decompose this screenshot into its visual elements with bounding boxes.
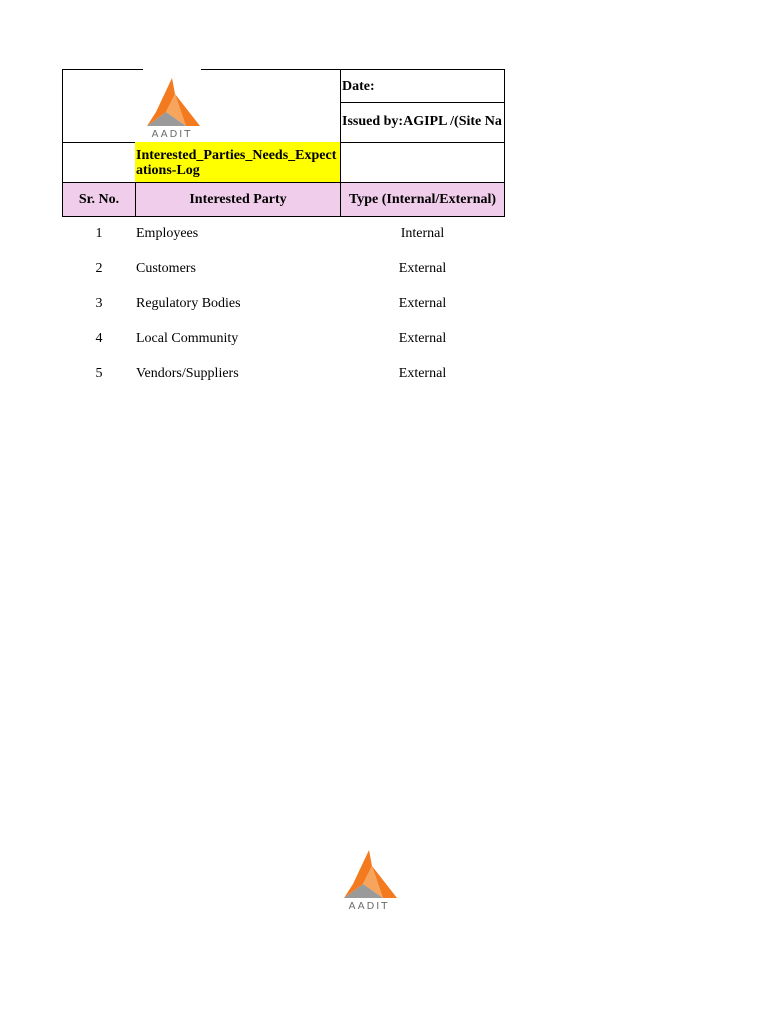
table-row — [62, 252, 505, 287]
document-title: Interested_Parties_Needs_Expectations-Log — [135, 142, 341, 183]
cell-type: Internal — [400, 226, 445, 241]
cell-interested-party: Employees — [136, 226, 199, 241]
footer-aadit-logo — [339, 848, 399, 912]
cell-sr-no: 5 — [95, 366, 103, 381]
logo-border-gap — [143, 67, 201, 71]
data-table-body — [62, 217, 505, 392]
cell-type: External — [398, 296, 447, 311]
cell-type: External — [398, 331, 447, 346]
column-header-interested-party: Interested Party — [135, 182, 341, 217]
cell-sr-no: 1 — [95, 226, 103, 241]
date-label: Date: — [340, 69, 505, 103]
aadit-logo — [142, 76, 202, 140]
column-header-sr-no: Sr. No. — [62, 182, 136, 217]
logo-cell-left — [62, 69, 135, 143]
table-row — [62, 287, 505, 322]
table-row — [62, 322, 505, 357]
cell-interested-party: Vendors/Suppliers — [136, 366, 239, 381]
logo-text: AADIT — [151, 129, 193, 140]
table-row — [62, 217, 505, 252]
document-header — [62, 69, 505, 217]
cell-sr-no: 2 — [95, 261, 103, 276]
cell-sr-no: 4 — [95, 331, 103, 346]
issued-by: Issued by:AGIPL /(Site Na — [340, 102, 505, 143]
cell-type: External — [398, 366, 447, 381]
cell-interested-party: Regulatory Bodies — [136, 296, 241, 311]
footer-logo-text: AADIT — [348, 901, 390, 912]
table-row — [62, 357, 505, 392]
cell-type: External — [398, 261, 447, 276]
blank-cell-right — [340, 142, 505, 183]
cell-interested-party: Local Community — [136, 331, 239, 346]
column-header-type: Type (Internal/External) — [340, 182, 505, 217]
blank-cell — [62, 142, 136, 183]
cell-sr-no: 3 — [95, 296, 103, 311]
cell-interested-party: Customers — [136, 261, 196, 276]
